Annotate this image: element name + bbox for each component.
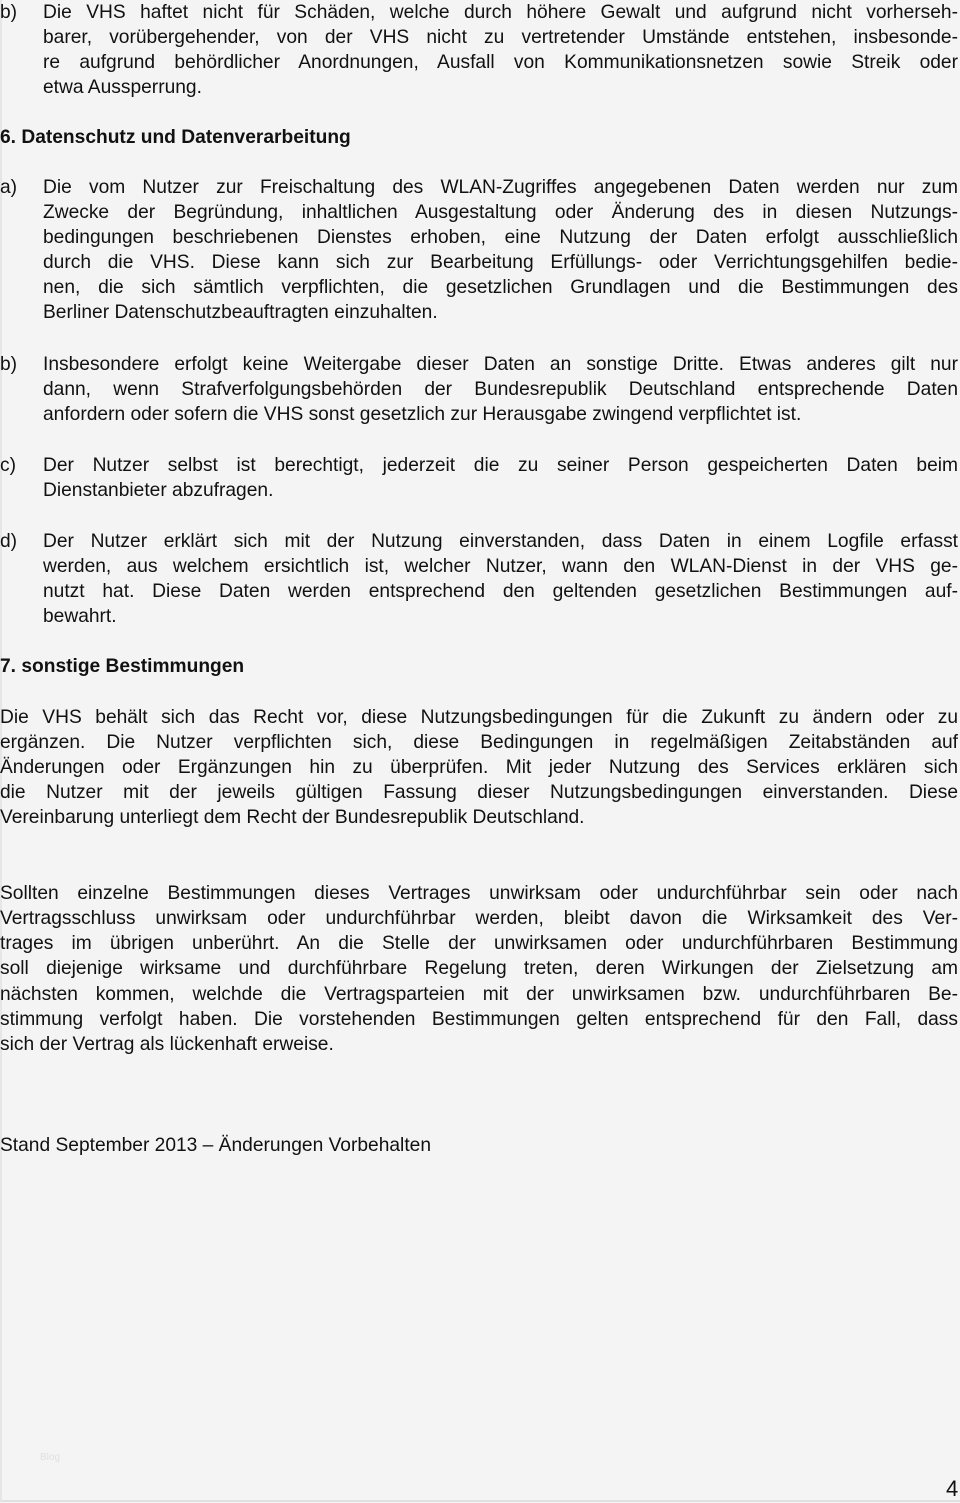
paragraph-line: Vertragsschluss unwirksam oder undurchführbar werden, bleibt davon die Wirksamkeit des Ver- [0,908,958,929]
paragraph-line: bewahrt. [43,606,117,627]
item-label: b) [0,2,18,23]
paragraph-line: Berliner Datenschutzbeauftragten einzuhalten. [43,302,438,323]
paragraph-line: Der Nutzer selbst ist berechtigt, jederzeit die zu seiner Person gespeicherten Daten beim [43,455,958,476]
paragraph-line: Die VHS behält sich das Recht vor, diese Nutzungsbedingungen für die Zukunft zu ändern oder zu [0,707,958,728]
paragraph-line: Zwecke der Begründung, inhaltlichen Ausgestaltung oder Änderung des in diesen Nutzungs- [43,202,958,223]
item-label: a) [0,177,18,198]
paragraph-line: die Nutzer mit der jeweils gültigen Fassung dieser Nutzungsbedingungen einverstanden. Diese [0,782,958,803]
paragraph-line: Änderungen oder Ergänzungen hin zu überprüfen. Mit jeder Nutzung des Services erklären sich [0,757,958,778]
paragraph-line: re aufgrund behördlicher Anordnungen, Ausfall von Kommunikationsnetzen sowie Streik oder [43,52,958,73]
paragraph-line: sich der Vertrag als lückenhaft erweise. [0,1034,334,1055]
paragraph-line: stimmung verfolgt haben. Die vorstehenden Bestimmungen gelten entsprechend für den Fall, dass [0,1009,958,1030]
paragraph-line: dann, wenn Strafverfolgungsbehörden der Bundesrepublik Deutschland entsprechende Daten [43,379,958,400]
item-label: b) [0,354,18,375]
paragraph-line: anfordern oder sofern die VHS sonst gesetzlich zur Herausgabe zwingend verpflichtet ist. [43,404,802,425]
section-heading: 7. sonstige Bestimmungen [0,656,245,677]
paragraph-line: barer, vorübergehender, von der VHS nicht zu vertretender Umstände entstehen, insbesonde- [43,27,958,48]
paragraph-line: bedingungen beschriebenen Dienstes erhoben, eine Nutzung der Daten erfolgt ausschließlich [43,227,958,248]
paragraph-line: Dienstanbieter abzufragen. [43,480,274,501]
paragraph-line: soll diejenige wirksame und durchführbare Regelung treten, deren Wirkungen der Zielsetzung am [0,958,958,979]
stand-note: Stand September 2013 – Änderungen Vorbehalten [0,1135,431,1156]
watermark: Blog [40,1452,61,1463]
page-number: 4 [946,1476,959,1501]
paragraph-line: trages im übrigen unberührt. An die Stelle der unwirksamen oder undurchführbaren Bestimmung [0,933,958,954]
paragraph-line: Der Nutzer erklärt sich mit der Nutzung einverstanden, dass Daten in einem Logfile erfasst [43,531,958,552]
paragraph-line: nutzt hat. Diese Daten werden entsprechend den geltenden gesetzlichen Bestimmungen auf- [43,581,958,602]
section-heading: 6. Datenschutz und Datenverarbeitung [0,127,351,148]
paragraph-line: etwa Aussperrung. [43,77,202,98]
paragraph-line: werden, aus welchem ersichtlich ist, welcher Nutzer, wann den WLAN-Dienst in der VHS ge- [43,556,958,577]
paragraph-line: Sollten einzelne Bestimmungen dieses Vertrages unwirksam oder undurchführbar sein oder nach [0,883,958,904]
paragraph-line: durch die VHS. Diese kann sich zur Bearbeitung Erfüllungs- oder Verrichtungsgehilfen bedie- [43,252,958,273]
paragraph-line: nen, die sich sämtlich verpflichten, die gesetzlichen Grundlagen und die Bestimmungen des [43,277,958,298]
paragraph-line: Vereinbarung unterliegt dem Recht der Bundesrepublik Deutschland. [0,807,585,828]
paragraph-line: nächsten kommen, welchde die Vertragsparteien mit der unwirksamen bzw. undurchführbaren Be- [0,984,958,1005]
paragraph-line: Insbesondere erfolgt keine Weitergabe dieser Daten an sonstige Dritte. Etwas anderes gilt nur [43,354,958,375]
paragraph-line: Die vom Nutzer zur Freischaltung des WLAN-Zugriffes angegebenen Daten werden nur zum [43,177,958,198]
item-label: d) [0,531,18,552]
paragraph-line: Die VHS haftet nicht für Schäden, welche durch höhere Gewalt und aufgrund nicht vorherseh- [43,2,958,23]
paragraph-line: ergänzen. Die Nutzer verpflichten sich, diese Bedingungen in regelmäßigen Zeitabständen auf [0,732,958,753]
item-label: c) [0,455,16,476]
